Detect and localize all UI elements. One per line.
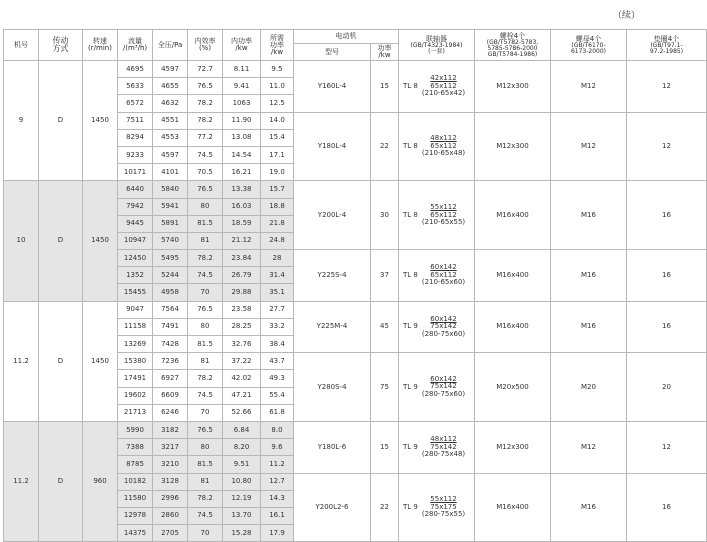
- cell-inner-power: 37.22: [223, 353, 261, 370]
- cell-washer: 12: [627, 421, 707, 473]
- cell-coupling: [399, 301, 475, 353]
- coupling-type: TL 8: [403, 210, 418, 219]
- cell-flow: 6572: [118, 95, 153, 112]
- cell-inner-power: 15.28: [223, 525, 261, 542]
- coupling-spec: [422, 264, 465, 286]
- cell-washer: 12: [627, 112, 707, 181]
- cell-efficiency: 80: [188, 198, 223, 215]
- cell-pressure: 7428: [153, 336, 188, 353]
- cell-pressure: 5244: [153, 267, 188, 284]
- coupling-spec-line: 48x112: [430, 435, 457, 444]
- cell-inner-power: 18.59: [223, 215, 261, 232]
- cell-flow: 17491: [118, 370, 153, 387]
- cell-flow: 9233: [118, 146, 153, 163]
- cell-flow: 15455: [118, 284, 153, 301]
- cell-drive: D: [39, 301, 83, 421]
- coupling-spec-line: (210-65x60): [421, 278, 466, 287]
- cell-efficiency: 80: [188, 439, 223, 456]
- cell-required-power: 18.8: [261, 198, 294, 215]
- coupling-type: TL 8: [403, 270, 418, 279]
- cell-efficiency: 81: [188, 353, 223, 370]
- cell-flow: 1352: [118, 267, 153, 284]
- cell-pressure: 5740: [153, 232, 188, 249]
- cell-pressure: 5840: [153, 181, 188, 198]
- cell-pressure: 7564: [153, 301, 188, 318]
- cell-required-power: 15.4: [261, 129, 294, 146]
- coupling-spec-line: 75x142: [430, 442, 457, 451]
- cell-washer: 20: [627, 353, 707, 422]
- cell-machine-no: 11.2: [4, 421, 39, 541]
- cell-efficiency: 78.2: [188, 370, 223, 387]
- cell-speed: 1450: [83, 301, 118, 421]
- cell-pressure: 4597: [153, 61, 188, 78]
- cell-flow: 8294: [118, 129, 153, 146]
- header-pressure: 全压/Pa: [153, 30, 188, 61]
- cell-efficiency: 70: [188, 525, 223, 542]
- cell-motor-power: 22: [371, 112, 399, 181]
- coupling-spec-line: 55x112: [430, 495, 457, 504]
- cell-required-power: 49.3: [261, 370, 294, 387]
- coupling-type: TL 9: [403, 502, 418, 511]
- cell-nut: M16: [551, 301, 627, 353]
- cell-flow: 7388: [118, 439, 153, 456]
- cell-efficiency: 74.5: [188, 146, 223, 163]
- coupling-spec-line: (210-65x42): [421, 88, 466, 97]
- cell-motor-power: 22: [371, 473, 399, 542]
- cell-motor-model: Y225S-4: [294, 250, 371, 302]
- cell-inner-power: 13.70: [223, 507, 261, 524]
- cell-efficiency: 81: [188, 473, 223, 490]
- cell-inner-power: 13.38: [223, 181, 261, 198]
- header-machine-no: 机号: [4, 30, 39, 61]
- cell-required-power: 43.7: [261, 353, 294, 370]
- cell-flow: 11580: [118, 490, 153, 507]
- cell-flow: 13269: [118, 336, 153, 353]
- cell-nut: M12: [551, 421, 627, 473]
- cell-required-power: 17.9: [261, 525, 294, 542]
- cell-efficiency: 78.2: [188, 490, 223, 507]
- cell-required-power: 12.5: [261, 95, 294, 112]
- cell-efficiency: 76.5: [188, 421, 223, 438]
- cell-inner-power: 42.02: [223, 370, 261, 387]
- cell-inner-power: 29.88: [223, 284, 261, 301]
- coupling-spec-line: (210-65x48): [421, 149, 466, 158]
- cell-required-power: 28: [261, 250, 294, 267]
- cell-flow: 14375: [118, 525, 153, 542]
- cell-inner-power: 10.80: [223, 473, 261, 490]
- cell-washer: 12: [627, 61, 707, 113]
- coupling-spec-line: 60x142: [430, 263, 457, 272]
- cell-required-power: 12.7: [261, 473, 294, 490]
- cell-pressure: 5495: [153, 250, 188, 267]
- coupling-spec: [422, 204, 465, 226]
- cell-pressure: 2996: [153, 490, 188, 507]
- cell-inner-power: 52.66: [223, 404, 261, 421]
- cell-nut: M12: [551, 61, 627, 113]
- cell-flow: 5990: [118, 421, 153, 438]
- coupling-spec-line: (280-75x60): [421, 389, 466, 398]
- cell-required-power: 21.8: [261, 215, 294, 232]
- cell-motor-model: Y180L-6: [294, 421, 371, 473]
- cell-motor-model: Y225M-4: [294, 301, 371, 353]
- cell-pressure: 6927: [153, 370, 188, 387]
- cell-efficiency: 81.5: [188, 456, 223, 473]
- cell-pressure: 4655: [153, 78, 188, 95]
- cell-coupling: [399, 61, 475, 113]
- cell-motor-model: Y160L-4: [294, 61, 371, 113]
- cell-motor-model: Y200L-4: [294, 181, 371, 250]
- cell-flow: 10171: [118, 164, 153, 181]
- cell-inner-power: 13.08: [223, 129, 261, 146]
- cell-washer: 16: [627, 473, 707, 542]
- coupling-spec-line: 75x175: [430, 502, 457, 511]
- header-drive: 传动 方式: [39, 30, 83, 61]
- cell-motor-model: Y180L-4: [294, 112, 371, 181]
- cell-efficiency: 76.5: [188, 301, 223, 318]
- cell-flow: 9445: [118, 215, 153, 232]
- coupling-spec-line: 42x112: [430, 74, 457, 83]
- cell-pressure: 7491: [153, 318, 188, 335]
- cell-motor-model: Y280S-4: [294, 353, 371, 422]
- table-row: [4, 61, 707, 78]
- header-motor-model: 型号: [294, 44, 371, 61]
- table-row: [4, 181, 707, 198]
- coupling-spec: [422, 376, 465, 398]
- cell-pressure: 5891: [153, 215, 188, 232]
- header-nut: 螺母4个 (GB/T6170- 6173-2000): [551, 30, 627, 61]
- cell-efficiency: 81: [188, 232, 223, 249]
- cell-bolt: M20x500: [475, 353, 551, 422]
- cell-pressure: 4958: [153, 284, 188, 301]
- cell-flow: 10947: [118, 232, 153, 249]
- coupling-spec-line: 60x142: [430, 314, 457, 323]
- cell-flow: 5633: [118, 78, 153, 95]
- cell-flow: 7942: [118, 198, 153, 215]
- cell-required-power: 35.1: [261, 284, 294, 301]
- coupling-type: TL 8: [403, 141, 418, 150]
- cell-required-power: 11.0: [261, 78, 294, 95]
- coupling-spec-line: 65x112: [430, 270, 457, 279]
- cell-pressure: 7236: [153, 353, 188, 370]
- cell-required-power: 19.0: [261, 164, 294, 181]
- header-bolt: 螺栓4个 (GB/T5782-5783, 5785-5786-2000 GB/T5784-1986): [475, 30, 551, 61]
- cell-inner-power: 12.19: [223, 490, 261, 507]
- cell-inner-power: 1063: [223, 95, 261, 112]
- cell-motor-power: 15: [371, 421, 399, 473]
- cell-required-power: 15.7: [261, 181, 294, 198]
- cell-bolt: M12x300: [475, 421, 551, 473]
- cell-efficiency: 81.5: [188, 215, 223, 232]
- cell-flow: 9047: [118, 301, 153, 318]
- cell-pressure: 2705: [153, 525, 188, 542]
- header-speed: 转速 (r/min): [83, 30, 118, 61]
- cell-inner-power: 6.84: [223, 421, 261, 438]
- coupling-spec-line: 75x142: [430, 322, 457, 331]
- cell-bolt: M16x400: [475, 250, 551, 302]
- cell-pressure: 2860: [153, 507, 188, 524]
- cell-nut: M12: [551, 112, 627, 181]
- cell-washer: 16: [627, 301, 707, 353]
- cell-pressure: 3210: [153, 456, 188, 473]
- cell-drive: D: [39, 421, 83, 541]
- cell-bolt: M16x400: [475, 473, 551, 542]
- cell-motor-power: 37: [371, 250, 399, 302]
- cell-efficiency: 77.2: [188, 129, 223, 146]
- coupling-type: TL 9: [403, 442, 418, 451]
- coupling-spec-line: (280-75x48): [421, 449, 466, 458]
- cell-flow: 12450: [118, 250, 153, 267]
- cell-machine-no: 10: [4, 181, 39, 301]
- cell-coupling: [399, 473, 475, 542]
- cell-motor-power: 45: [371, 301, 399, 353]
- cell-pressure: 4597: [153, 146, 188, 163]
- cell-required-power: 16.1: [261, 507, 294, 524]
- cell-bolt: M12x300: [475, 61, 551, 113]
- cell-flow: 7511: [118, 112, 153, 129]
- cell-motor-model: Y200L2-6: [294, 473, 371, 542]
- cell-nut: M16: [551, 473, 627, 542]
- cell-inner-power: 32.76: [223, 336, 261, 353]
- table-body: [4, 61, 707, 542]
- cell-motor-power: 15: [371, 61, 399, 113]
- cell-required-power: 24.8: [261, 232, 294, 249]
- cell-pressure: 3182: [153, 421, 188, 438]
- cell-required-power: 33.2: [261, 318, 294, 335]
- cell-pressure: 6609: [153, 387, 188, 404]
- cell-pressure: 6246: [153, 404, 188, 421]
- cell-efficiency: 74.5: [188, 267, 223, 284]
- coupling-spec-line: (280-75x60): [421, 329, 466, 338]
- cell-coupling: [399, 250, 475, 302]
- cell-flow: 15380: [118, 353, 153, 370]
- cell-flow: 12978: [118, 507, 153, 524]
- header-inner-power: 内功率 /kw: [223, 30, 261, 61]
- cell-inner-power: 9.51: [223, 456, 261, 473]
- coupling-type: TL 9: [403, 322, 418, 331]
- coupling-spec-line: 55x112: [430, 203, 457, 212]
- header-required-power: 所需 功率 /kw: [261, 30, 294, 61]
- cell-washer: 16: [627, 250, 707, 302]
- coupling-spec: [422, 436, 465, 458]
- cell-speed: 1450: [83, 61, 118, 181]
- cell-efficiency: 74.5: [188, 507, 223, 524]
- cell-required-power: 55.4: [261, 387, 294, 404]
- header-flow: 流量 /(m³/h): [118, 30, 153, 61]
- coupling-spec-line: (210-65x55): [421, 217, 466, 226]
- cell-inner-power: 28.25: [223, 318, 261, 335]
- cell-motor-power: 30: [371, 181, 399, 250]
- cell-pressure: 4101: [153, 164, 188, 181]
- cell-inner-power: 23.58: [223, 301, 261, 318]
- coupling-type: TL 8: [403, 81, 418, 90]
- cell-washer: 16: [627, 181, 707, 250]
- cell-efficiency: 70: [188, 284, 223, 301]
- cell-bolt: M16x400: [475, 181, 551, 250]
- cell-pressure: 4632: [153, 95, 188, 112]
- cell-efficiency: 72.7: [188, 61, 223, 78]
- cell-required-power: 14.0: [261, 112, 294, 129]
- header-efficiency: 内效率 (%): [188, 30, 223, 61]
- cell-required-power: 17.1: [261, 146, 294, 163]
- cell-pressure: 3128: [153, 473, 188, 490]
- coupling-spec-line: 65x112: [430, 210, 457, 219]
- cell-nut: M20: [551, 353, 627, 422]
- cell-efficiency: 78.2: [188, 95, 223, 112]
- coupling-spec-line: 65x112: [430, 81, 457, 90]
- coupling-spec: [422, 496, 465, 518]
- cell-inner-power: 47.21: [223, 387, 261, 404]
- cell-efficiency: 81.5: [188, 336, 223, 353]
- cell-required-power: 11.2: [261, 456, 294, 473]
- cell-efficiency: 76.5: [188, 78, 223, 95]
- cell-pressure: 4553: [153, 129, 188, 146]
- cell-speed: 960: [83, 421, 118, 541]
- cell-coupling: [399, 353, 475, 422]
- cell-required-power: 14.3: [261, 490, 294, 507]
- coupling-spec-line: 75x142: [430, 382, 457, 391]
- cell-inner-power: 21.12: [223, 232, 261, 249]
- cell-speed: 1450: [83, 181, 118, 301]
- cell-inner-power: 11.90: [223, 112, 261, 129]
- header-motor: 电动机: [294, 30, 399, 44]
- coupling-spec-line: (280-75x55): [421, 510, 466, 519]
- cell-efficiency: 76.5: [188, 181, 223, 198]
- coupling-spec-line: 65x112: [430, 141, 457, 150]
- continued-label: （续）: [612, 11, 640, 21]
- cell-flow: 10182: [118, 473, 153, 490]
- cell-inner-power: 14.54: [223, 146, 261, 163]
- cell-flow: 21713: [118, 404, 153, 421]
- cell-pressure: 4551: [153, 112, 188, 129]
- cell-coupling: [399, 181, 475, 250]
- cell-machine-no: 11.2: [4, 301, 39, 421]
- cell-inner-power: 8.11: [223, 61, 261, 78]
- header-motor-power: 功率 /kw: [371, 44, 399, 61]
- cell-required-power: 8.0: [261, 421, 294, 438]
- cell-flow: 8785: [118, 456, 153, 473]
- header-coupling: 联轴器 (GB/T4323-1984) (一套): [399, 30, 475, 61]
- cell-inner-power: 16.03: [223, 198, 261, 215]
- header-washer: 垫圈4个 (GB/T97.1- 97.2-1985): [627, 30, 707, 61]
- cell-required-power: 9.6: [261, 439, 294, 456]
- cell-required-power: 38.4: [261, 336, 294, 353]
- cell-efficiency: 80: [188, 318, 223, 335]
- cell-efficiency: 70: [188, 404, 223, 421]
- cell-efficiency: 74.5: [188, 387, 223, 404]
- cell-pressure: 3217: [153, 439, 188, 456]
- coupling-spec: [422, 316, 465, 338]
- cell-efficiency: 78.2: [188, 250, 223, 267]
- cell-pressure: 5941: [153, 198, 188, 215]
- cell-nut: M16: [551, 250, 627, 302]
- coupling-spec: [422, 75, 465, 97]
- cell-machine-no: 9: [4, 61, 39, 181]
- cell-flow: 19602: [118, 387, 153, 404]
- cell-inner-power: 23.84: [223, 250, 261, 267]
- fan-performance-table: [3, 29, 707, 542]
- cell-coupling: [399, 421, 475, 473]
- cell-drive: D: [39, 181, 83, 301]
- cell-bolt: M16x400: [475, 301, 551, 353]
- cell-inner-power: 16.21: [223, 164, 261, 181]
- cell-drive: D: [39, 61, 83, 181]
- cell-flow: 6440: [118, 181, 153, 198]
- coupling-spec: [422, 135, 465, 157]
- cell-flow: 11158: [118, 318, 153, 335]
- cell-required-power: 31.4: [261, 267, 294, 284]
- cell-bolt: M12x300: [475, 112, 551, 181]
- cell-nut: M16: [551, 181, 627, 250]
- cell-required-power: 9.5: [261, 61, 294, 78]
- coupling-type: TL 9: [403, 382, 418, 391]
- cell-inner-power: 26.79: [223, 267, 261, 284]
- table-row: [4, 421, 707, 438]
- coupling-spec-line: 48x112: [430, 134, 457, 143]
- cell-required-power: 61.8: [261, 404, 294, 421]
- cell-efficiency: 70.5: [188, 164, 223, 181]
- cell-efficiency: 78.2: [188, 112, 223, 129]
- cell-inner-power: 8.20: [223, 439, 261, 456]
- coupling-spec-line: 60x142: [430, 375, 457, 384]
- table-row: [4, 301, 707, 318]
- cell-flow: 4695: [118, 61, 153, 78]
- cell-motor-power: 75: [371, 353, 399, 422]
- cell-required-power: 27.7: [261, 301, 294, 318]
- cell-coupling: [399, 112, 475, 181]
- cell-inner-power: 9.41: [223, 78, 261, 95]
